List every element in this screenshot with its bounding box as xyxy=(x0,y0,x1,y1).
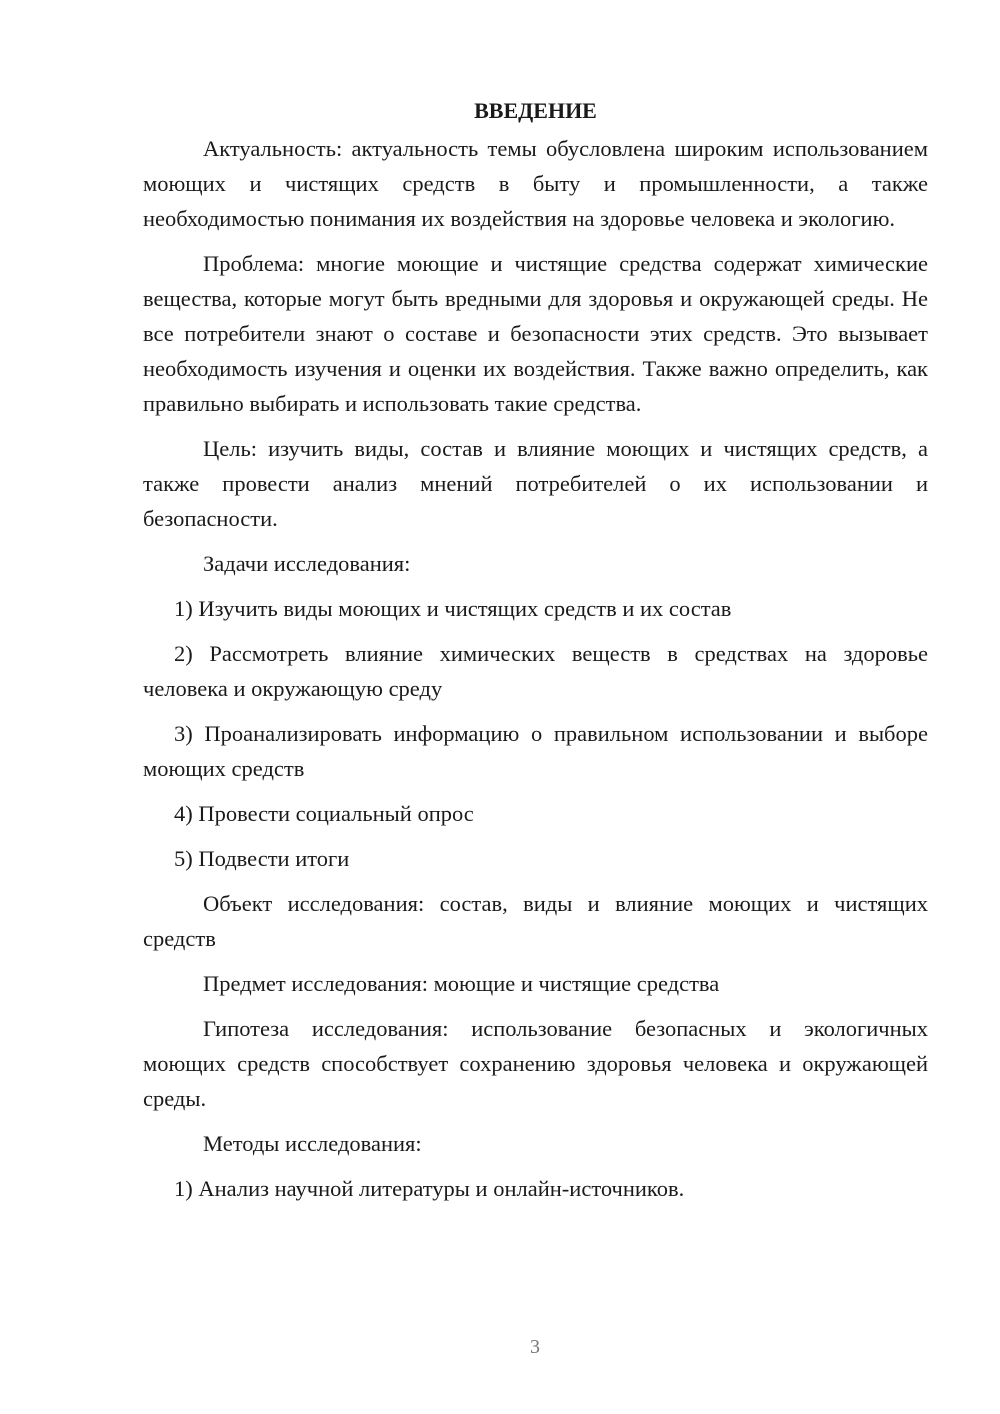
hypothesis-paragraph: Гипотеза исследования: использование безопасных и экологичных моющих средств способствует сохранению здоровья человека и окружающей среды. xyxy=(143,1016,928,1111)
page-number: 3 xyxy=(530,1336,540,1358)
task-item: 5) Подвести итоги xyxy=(174,846,350,871)
task-item: 1) Изучить виды моющих и чистящих средств и их состав xyxy=(174,596,732,621)
methods-heading: Методы исследования: xyxy=(203,1131,422,1156)
tasks-heading: Задачи исследования: xyxy=(203,551,411,576)
section-title: ВВЕДЕНИЕ xyxy=(474,98,597,123)
goal-paragraph: Цель: изучить виды, состав и влияние моющих и чистящих средств, а также провести анализ мнений потребителей о их использовании и безопасности. xyxy=(143,436,928,531)
subject-paragraph: Предмет исследования: моющие и чистящие средства xyxy=(203,971,720,996)
problem-paragraph: Проблема: многие моющие и чистящие средства содержат химические вещества, которые могут быть вредными для здоровья и окружающей среды. Не все потребители знают о составе и безопасности этих средств. Это вызывает необходимость изучения и оценки их воздействия. Также важно определить, как правильно выбирать и использовать такие средства. xyxy=(143,251,928,416)
page-content xyxy=(143,93,928,1216)
task-item: 4) Провести социальный опрос xyxy=(174,801,474,826)
method-item: 1) Анализ научной литературы и онлайн-источников. xyxy=(174,1176,685,1201)
object-paragraph: Объект исследования: состав, виды и влияние моющих и чистящих средств xyxy=(143,891,928,951)
task-item: 2) Рассмотреть влияние химических веществ в средствах на здоровье человека и окружающую среду xyxy=(143,641,928,701)
relevance-paragraph: Актуальность: актуальность темы обусловлена широким использованием моющих и чистящих средств в быту и промышленности, а также необходимостью понимания их воздействия на здоровье человека и экологию. xyxy=(143,136,928,231)
task-item: 3) Проанализировать информацию о правильном использовании и выборе моющих средств xyxy=(143,721,928,781)
